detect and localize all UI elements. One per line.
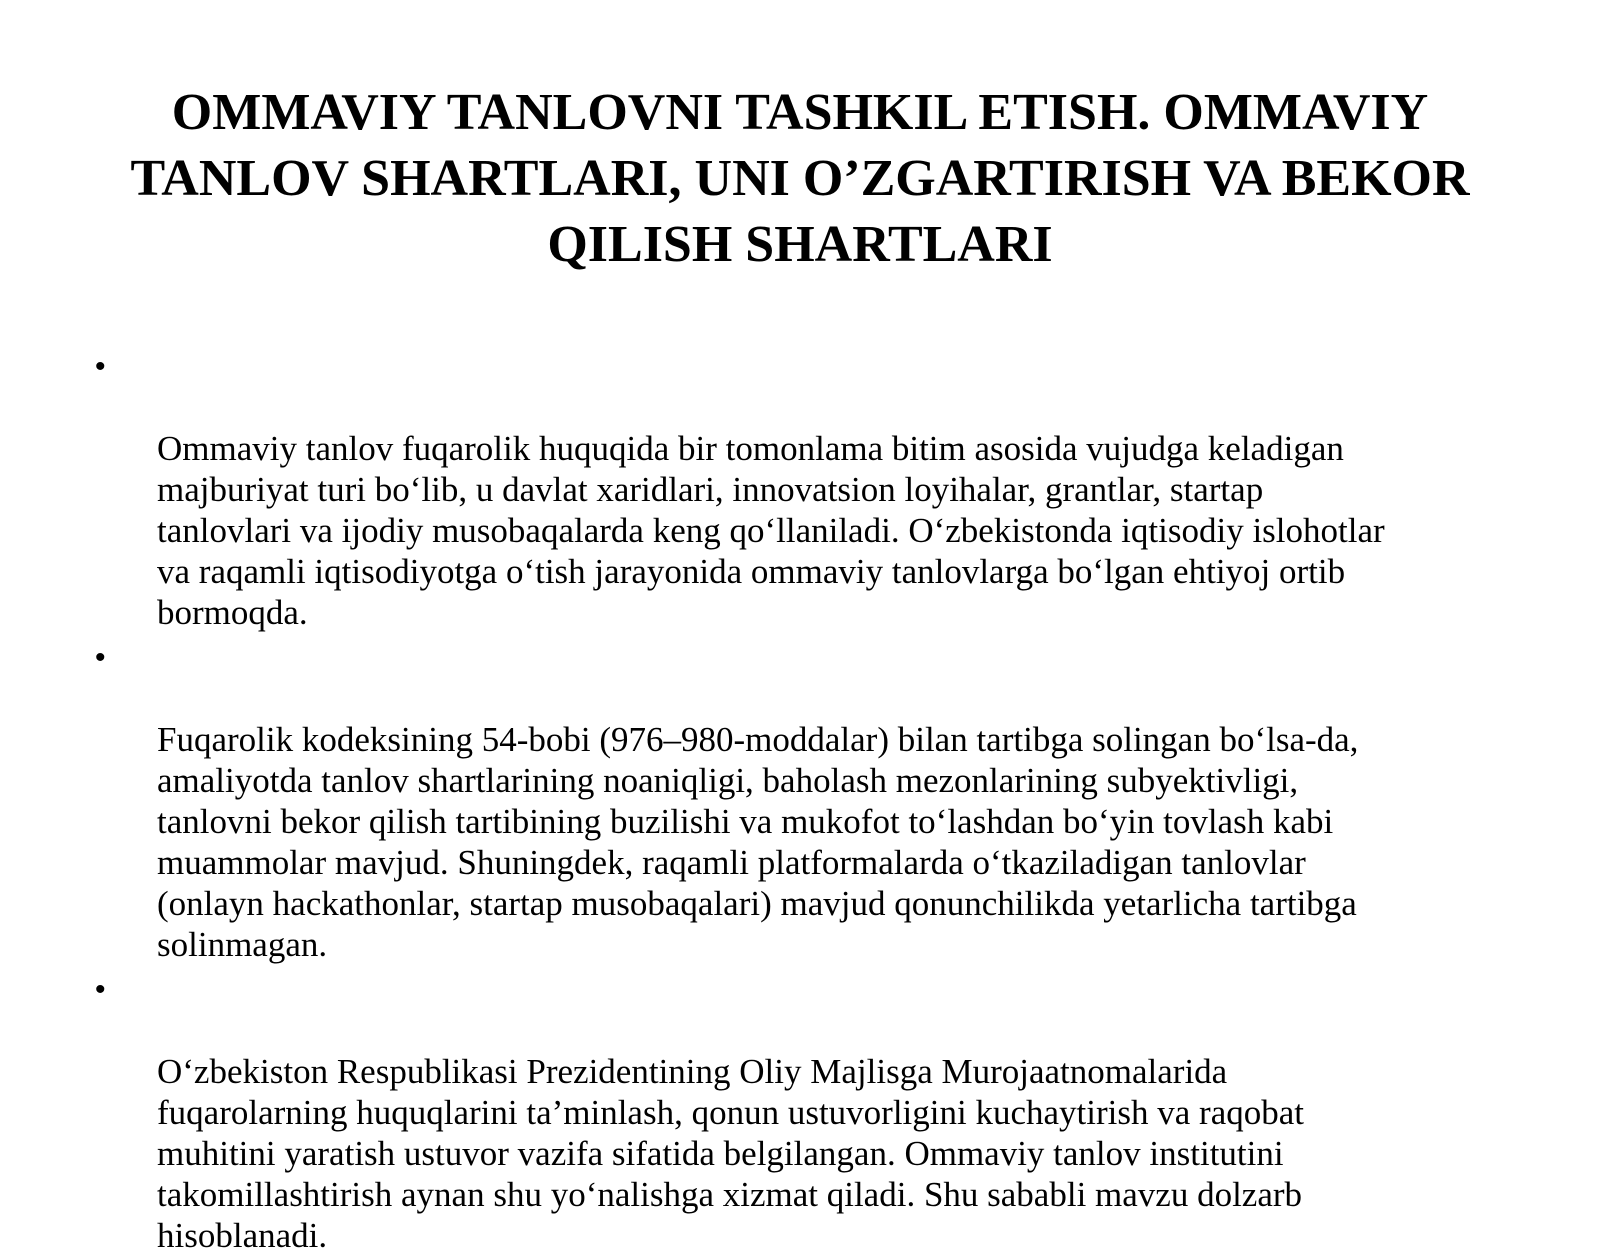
slide-title: OMMAVIY TANLOVNI TASHKIL ETISH. OMMAVIY TANLOV SHARTLARI, UNI O’ZGARTIRISH VA BEKOR QILISH SHARTLARI	[130, 84, 1470, 273]
bullet-item	[95, 346, 1515, 633]
bullet-text: O‘zbekiston Respublikasi Prezidentining Oliy Majlisga Murojaatnomalarida fuqarolarning huquqlarini ta’minlash, qonun ustuvorligini kuchaytirish va raqobat muhitini yaratish ustuvor vazifa sifatida belgilangan. Ommaviy tanlov institutini takomillashtirish aynan shu yo‘nalishga xizmat qiladi. Shu sababli mavzu dolzarb hisoblanadi.	[157, 1052, 1304, 1255]
bullet-list	[95, 346, 1515, 1260]
bullet-icon: •	[95, 973, 106, 1006]
bullet-icon: •	[95, 641, 106, 674]
bullet-icon: •	[95, 350, 106, 383]
bullet-text: Ommaviy tanlov fuqarolik huquqida bir tomonlama bitim asosida vujudga keladigan majburiyat turi bo‘lib, u davlat xaridlari, innovatsion loyihalar, grantlar, startap tanlovlari va ijodiy musobaqalarda keng qo‘llaniladi. O‘zbekistonda iqtisodiy islohotlar va raqamli iqtisodiyotga o‘tish jarayonida ommaviy tanlovlarga bo‘lgan ehtiyoj ortib bormoqda.	[157, 429, 1385, 632]
bullet-text: Fuqarolik kodeksining 54-bobi (976–980-moddalar) bilan tartibga solingan bo‘lsa-da, amaliyotda tanlov shartlarining noaniqligi, baholash mezonlarining subyektivligi, tanlovni bekor qilish tartibining buzilishi va mukofot to‘lashdan bo‘yin tovlash kabi muammolar mavjud. Shuningdek, raqamli platformalarda o‘tkaziladigan tanlovlar (onlayn hackathonlar, startap musobaqalari) mavjud qonunchilikda yetarlicha tartibga solinmagan.	[157, 720, 1359, 964]
bullet-item	[95, 969, 1515, 1256]
bullet-item	[95, 637, 1515, 965]
